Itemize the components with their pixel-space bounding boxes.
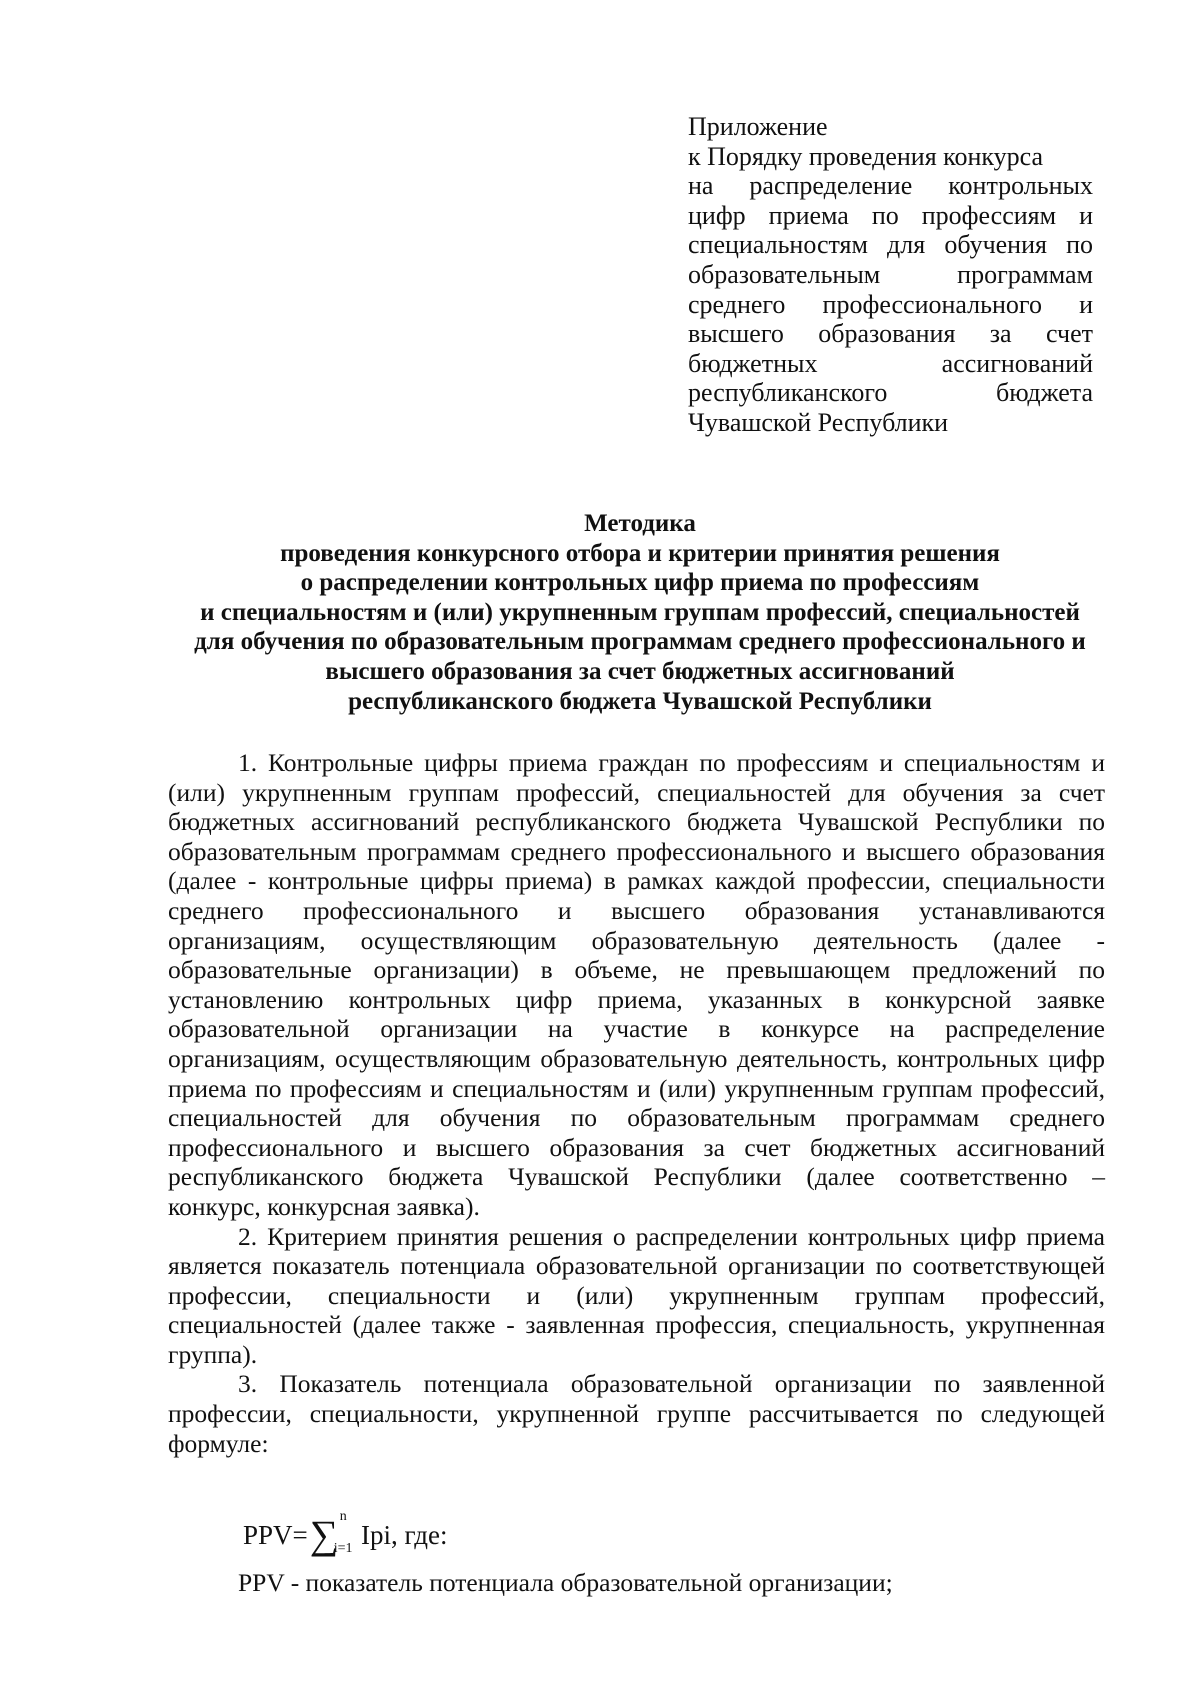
document-title (150, 509, 1130, 716)
appendix-line: бюджетных ассигнований (688, 348, 1093, 378)
paragraph-line: среднего профессионального и высшего образования устанавливаются (168, 895, 1105, 925)
appendix-line: цифр приема по профессиям и (688, 200, 1093, 230)
paragraph-line: организациям, осуществляющим образовательную деятельность, контрольных цифр (168, 1043, 1105, 1073)
sum-lower-limit: i=1 (333, 1541, 353, 1556)
paragraph-line: специальностей для обучения по образовательным программам среднего (168, 1103, 1105, 1133)
paragraph-line: установлению контрольных цифр приема, указанных в конкурсной заявке (168, 984, 1105, 1014)
paragraph-line: 3. Показатель потенциала образовательной организации по заявленной (238, 1369, 1105, 1399)
appendix-line: высшего образования за счет (688, 319, 1093, 349)
title-line: для обучения по образовательным программам среднего профессионального и (194, 628, 1086, 656)
paragraph-2 (168, 1222, 1105, 1370)
paragraph-line: бюджетных ассигнований республиканского бюджета Чувашской Республики по (168, 807, 1105, 837)
title-line: о распределении контрольных цифр приема по профессиям (300, 569, 980, 597)
paragraph-line: 2. Критерием принятия решения о распределении контрольных цифр приема (238, 1221, 1105, 1251)
title-line: республиканского бюджета Чувашской Республики (348, 687, 932, 715)
appendix-line: на распределение контрольных (688, 171, 1093, 201)
appendix-line: Чувашской Республики (688, 407, 949, 437)
paragraph-3 (168, 1369, 1105, 1458)
formula-lhs: PPV= (243, 1520, 308, 1550)
appendix-line: Приложение (688, 112, 828, 141)
paragraph-line: специальностей (далее также - заявленная профессия, специальность, укрупненная (168, 1310, 1105, 1340)
paragraph-line: профессии, специальности, укрупненной группе рассчитывается по следующей (168, 1399, 1105, 1429)
paragraph-line: конкурс, конкурсная заявка). (168, 1191, 480, 1221)
paragraph-line: является показатель потенциала образовательной организации по соответствующей (168, 1251, 1105, 1281)
appendix-line: к Порядку проведения конкурса (688, 141, 1044, 171)
paragraph-line: (или) укрупненным группам профессий, специальностей для обучения за счет (168, 777, 1105, 807)
paragraph-line: республиканского бюджета Чувашской Республики (далее соответственно – (168, 1162, 1105, 1192)
title-line: и специальностям и (или) укрупненным группам профессий, специальностей (200, 598, 1080, 626)
sum-glyph: ∑ (309, 1512, 339, 1557)
appendix-line: образовательным программам (688, 259, 1093, 289)
ppv-definition: PPV - показатель потенциала образовательной организации; (238, 1568, 893, 1597)
appendix-line: республиканского бюджета (688, 378, 1093, 408)
paragraph-line: формуле: (168, 1428, 269, 1458)
appendix-header (688, 112, 1093, 438)
paragraph-line: образовательным программам среднего профессионального и высшего образования (168, 836, 1105, 866)
paragraph-line: 1. Контрольные цифры приема граждан по профессиям и специальностям и (238, 748, 1105, 777)
appendix-line: специальностям для обучения по (688, 230, 1093, 260)
paragraph-line: профессии, специальности и (или) укрупненным группам профессий, (168, 1280, 1105, 1310)
paragraph-line: образовательной организации на участие в конкурсе на распределение (168, 1014, 1105, 1044)
paragraph-line: группа). (168, 1339, 258, 1369)
paragraph-line: организациям, осуществляющим образовательную деятельность (далее - (168, 925, 1105, 955)
title-line: Методика (584, 510, 696, 537)
paragraph-line: приема по профессиям и специальностям и (или) укрупненным группам профессий, (168, 1073, 1105, 1103)
title-line: проведения конкурсного отбора и критерии принятия решения (280, 539, 1000, 567)
paragraph-line: профессионального и высшего образования за счет бюджетных ассигнований (168, 1132, 1105, 1162)
paragraph-line: (далее - контрольные цифры приема) в рамках каждой профессии, специальности (168, 866, 1105, 896)
document-body (168, 748, 1105, 1458)
ppv-formula (243, 1509, 448, 1557)
paragraph-line: образовательные организации) в объеме, не превышающем предложений по (168, 955, 1105, 985)
sum-symbol (309, 1509, 353, 1557)
paragraph-1 (168, 748, 1105, 1222)
formula-rhs: Ipi, где: (354, 1520, 448, 1550)
title-line: высшего образования за счет бюджетных ассигнований (325, 657, 955, 685)
appendix-line: среднего профессионального и (688, 289, 1093, 319)
sum-upper-limit: n (339, 1509, 347, 1524)
